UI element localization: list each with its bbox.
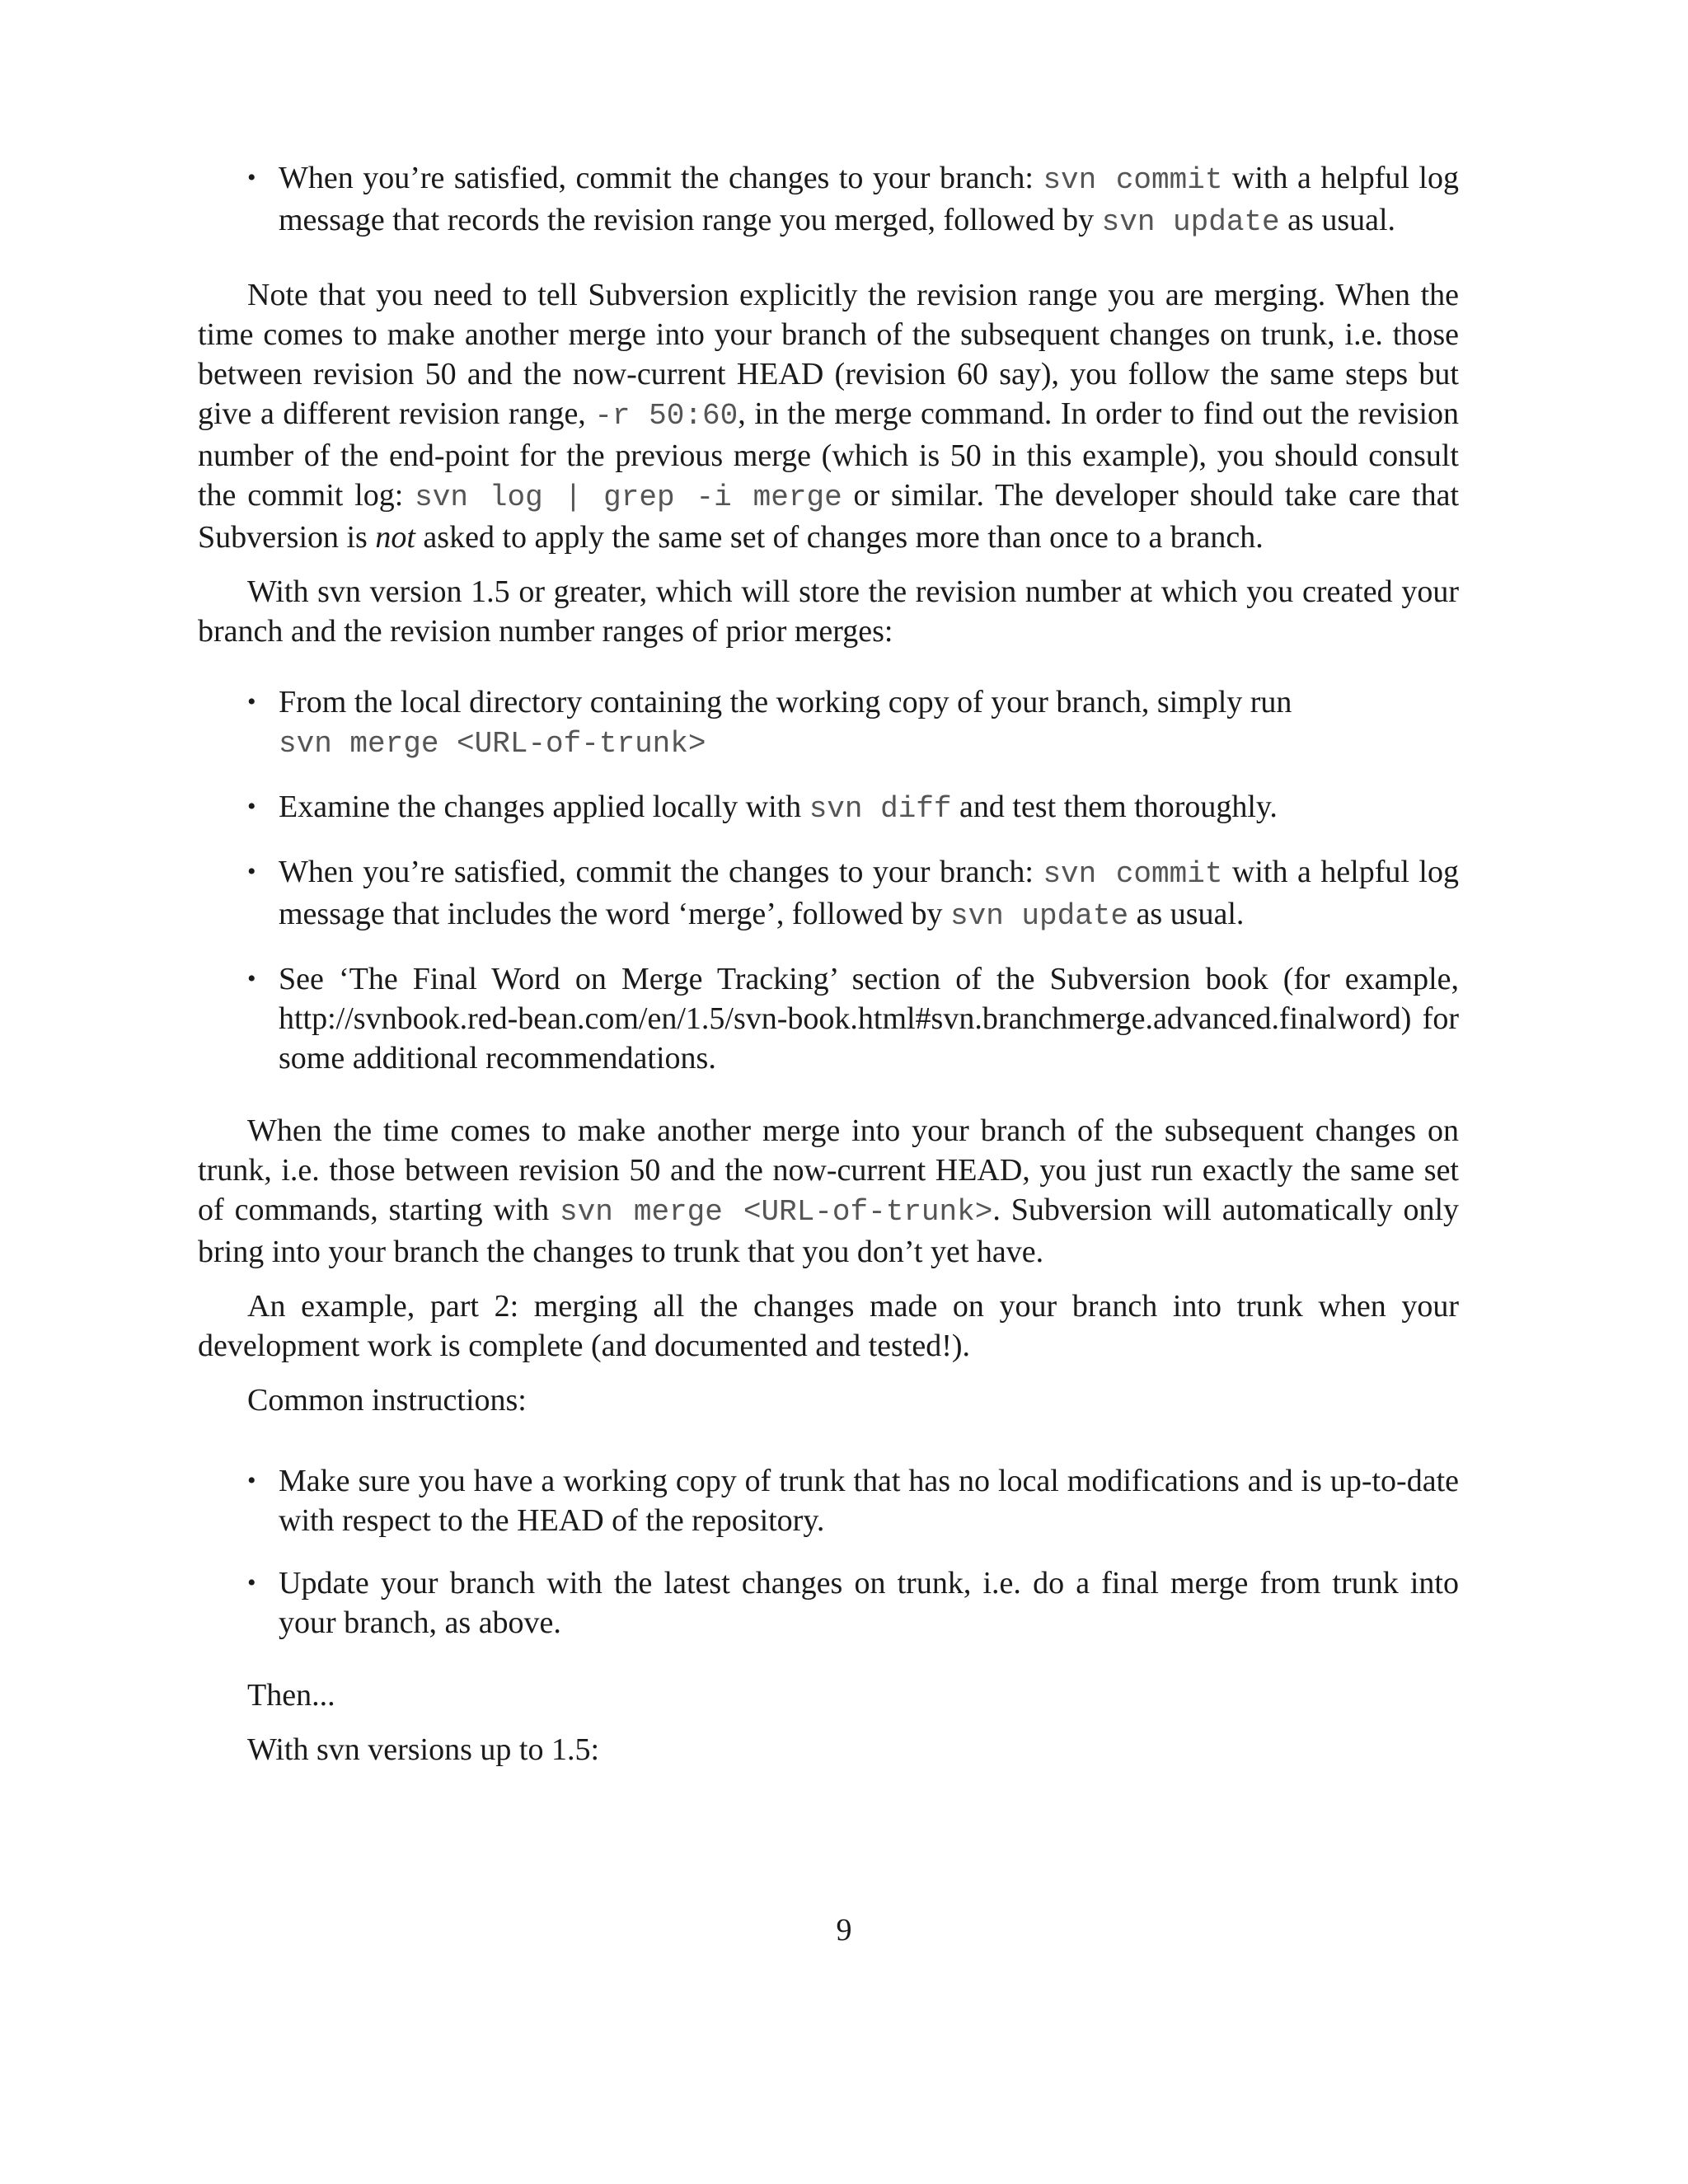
code-snippet: svn merge <URL-of-trunk> xyxy=(560,1195,993,1229)
code-snippet: -r 50:60 xyxy=(594,399,738,433)
list-item: • From the local directory containing the working copy of your branch, simply run svn merge <URL-of-trunk> xyxy=(198,682,1459,764)
list-item: • Make sure you have a working copy of trunk that has no local modifications and is up-to-date with respect to the HEAD of the repository. xyxy=(198,1461,1459,1540)
bullet-icon: • xyxy=(247,1569,256,1596)
paragraph-revision-range: Note that you need to tell Subversion explicitly the revision range you are merging. When the time comes to make another merge into your branch of the subsequent changes on trunk, i.e. those between revision 50 and the now-current HEAD (revision 60 say), you follow the same steps but give a different revision range, -r 50:60, in the merge command. In order to find out the revision number of the end-point for the previous merge (which is 50 in this example), you should consult the commit log: svn log | grep -i merge or similar. The developer should take care that Subversion is not asked to apply the same set of changes more than once to a branch. xyxy=(198,278,1460,555)
paragraph-then: Then... xyxy=(247,1678,335,1713)
bullet-icon: • xyxy=(247,965,256,992)
code-snippet: svn update xyxy=(1101,205,1280,239)
code-snippet: svn commit xyxy=(1043,163,1223,197)
bullet-icon: • xyxy=(247,793,256,820)
bullet-icon: • xyxy=(247,1467,256,1494)
emphasis: not xyxy=(375,520,415,555)
paragraph-example-part-2: An example, part 2: merging all the changes made on your branch into trunk when your development work is complete (and documented and tested!). xyxy=(198,1289,1459,1363)
bullet-icon: • xyxy=(247,858,256,885)
list-item: • When you’re satisfied, commit the changes to your branch: svn commit with a helpful log message that records the revision range you merged, followed by svn update as usual. xyxy=(198,158,1459,242)
bullet-list-commit xyxy=(198,158,1459,242)
code-snippet: svn diff xyxy=(809,792,952,826)
list-item: • When you’re satisfied, commit the changes to your branch: svn commit with a helpful log message that includes the word ‘merge’, followed by svn update as usual. xyxy=(198,852,1459,936)
code-snippet: svn update xyxy=(950,899,1129,933)
list-item: • Examine the changes applied locally with svn diff and test them thoroughly. xyxy=(198,787,1459,829)
list-item: • Update your branch with the latest changes on trunk, i.e. do a final merge from trunk into your branch, as above. xyxy=(198,1563,1459,1643)
paragraph-subsequent-merge: When the time comes to make another merge into your branch of the subsequent changes on trunk, i.e. those between revision 50 and the now-current HEAD, you just run exactly the same set of commands, starting with svn merge <URL-of-trunk>. Subversion will automatically only bring into your branch the changes to trunk that you don’t yet have. xyxy=(198,1113,1460,1269)
paragraph-svn-15: With svn version 1.5 or greater, which will store the revision number at which you created your branch and the revision number ranges of prior merges: xyxy=(198,574,1459,649)
paragraph-common-instructions: Common instructions: xyxy=(247,1383,527,1418)
bullet-icon: • xyxy=(247,164,256,191)
code-snippet: svn commit xyxy=(1043,857,1223,891)
bullet-list-common xyxy=(198,1461,1459,1643)
code-snippet: svn merge <URL-of-trunk> xyxy=(279,727,706,761)
page-number: 9 xyxy=(836,1913,852,1947)
bullet-icon: • xyxy=(247,688,256,715)
bullet-list-svn-15 xyxy=(198,682,1459,1078)
document-page xyxy=(198,158,1459,1784)
code-snippet: svn log | grep -i merge xyxy=(415,480,842,514)
list-item: • See ‘The Final Word on Merge Tracking’ section of the Subversion book (for example, http://svnbook.red-bean.com/en/1.5/svn-book.html#svn.branchmerge.advanced.finalword) for some additional recommendations. xyxy=(198,959,1459,1078)
paragraph-svn-up-to-15: With svn versions up to 1.5: xyxy=(247,1732,600,1767)
